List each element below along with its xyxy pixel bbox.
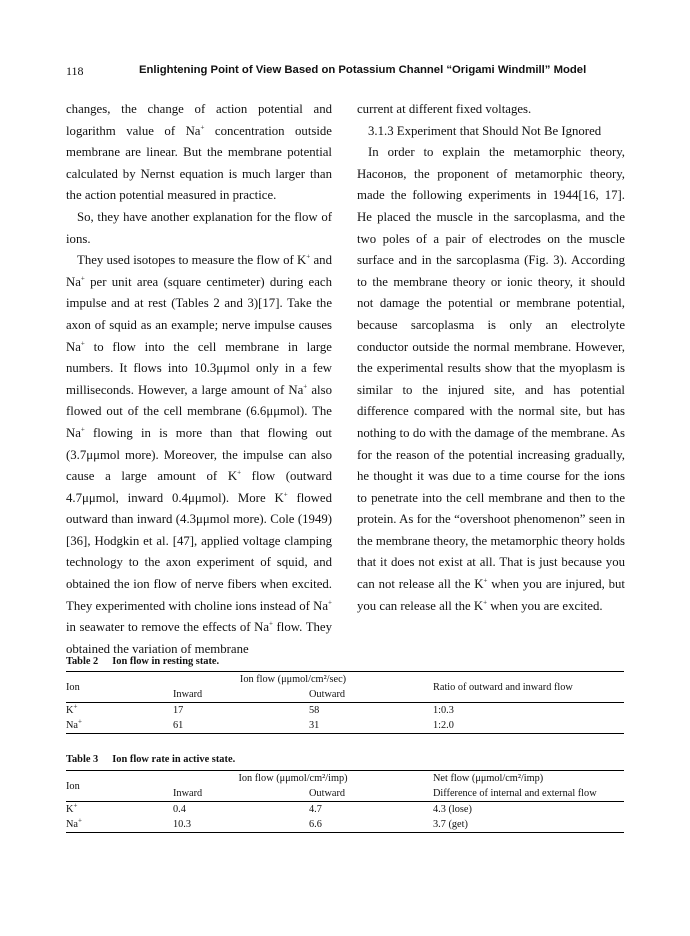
- table-cell: 4.3 (lose): [433, 802, 624, 818]
- paragraph: So, they have another explanation for the flow of ions.: [66, 209, 332, 246]
- table-cell-ion: Na+: [66, 718, 173, 734]
- table-header-difference: Difference of internal and external flow: [433, 788, 597, 799]
- page-header: [66, 64, 624, 80]
- table-3-caption: [66, 754, 235, 765]
- table-cell: 17: [173, 703, 309, 719]
- table-header-outward: Outward: [309, 689, 346, 700]
- table-header-outward: Outward: [309, 788, 346, 799]
- table-cell: 1:0.3: [433, 703, 624, 719]
- table-cell: 0.4: [173, 802, 309, 818]
- table-header-ion-flow: Ion flow (μμmol/cm²/sec): [173, 672, 433, 688]
- table-header-ion-flow: Ion flow (μμmol/cm²/imp): [173, 771, 433, 787]
- table-cell: 31: [309, 718, 433, 734]
- table-header-inward: Inward: [173, 788, 203, 799]
- table-header-ion: Ion: [66, 672, 173, 703]
- table-cell: 1:2.0: [433, 718, 624, 734]
- table-label: Table 2: [66, 656, 99, 667]
- table-cell: 3.7 (get): [433, 817, 624, 833]
- table-label: Table 3: [66, 754, 99, 765]
- table-row: [66, 718, 624, 734]
- table-cell-ion: K+: [66, 703, 173, 719]
- table-3: [66, 770, 624, 833]
- table-cell: 4.7: [309, 802, 433, 818]
- left-column: [66, 99, 332, 660]
- table-cell-ion: Na+: [66, 817, 173, 833]
- running-title: Enlightening Point of View Based on Potassium Channel “Origami Windmill” Model: [139, 64, 587, 76]
- section-heading: 3.1.3 Experiment that Should Not Be Ignored: [368, 123, 602, 138]
- right-column: [357, 99, 625, 617]
- table-2-caption: [66, 656, 219, 667]
- table-cell: 10.3: [173, 817, 309, 833]
- table-row: [66, 802, 624, 818]
- table-cell: 61: [173, 718, 309, 734]
- paragraph: In order to explain the metamorphic theory, Насонов, the proponent of metamorphic theory, made the following experiments in 1944[16, 17]. He placed the muscle in the sarcoplasma, and the two poles of a pair of electrodes on the muscle surface and in the sarcoplasma (Fig. 3). According to the membrane theory or ionic theory, it should not damage the potential or membrane potential, because sarcoplasma is only an electrolyte conductor outside the normal membrane. However, the experimental results show that the myoplasm is similar to the injured site, and has potential difference compared with the normal site, but has nothing to do with the damage of the membrane. As for the reason of the potential increasing gradually, he thought it was due to a time course for the ions to penetrate into the cell membrane and then to the protein. As for the “overshoot phenomenon” seen in the membrane theory, the metamorphic theory holds that it does not exist at all. That is just because you can not release all the K+ when you are injured, but you can release all the K+ when you are excited.: [357, 145, 625, 613]
- table-cell-ion: K+: [66, 802, 173, 818]
- table-header-inward: Inward: [173, 689, 203, 700]
- table-caption: Ion flow in resting state.: [112, 656, 220, 667]
- table-cell: 58: [309, 703, 433, 719]
- table-2: [66, 671, 624, 734]
- table-header-ion: Ion: [66, 771, 173, 802]
- table-caption: Ion flow rate in active state.: [112, 754, 236, 765]
- table-cell: 6.6: [309, 817, 433, 833]
- paragraph: changes, the change of action potential and logarithm value of Na+ concentration outside membrane are linear. But the membrane potential calculated by Nernst equation is much larger than the action potential measured in practice.: [66, 102, 332, 203]
- table-row: [66, 703, 624, 719]
- table-header-ratio: Ratio of outward and inward flow: [433, 672, 624, 703]
- paragraph: current at different fixed voltages.: [357, 102, 532, 116]
- table-row: [66, 817, 624, 833]
- page-number: 118: [66, 64, 84, 78]
- table-header-net-flow: Net flow (μμmol/cm²/imp): [433, 771, 624, 787]
- paragraph: They used isotopes to measure the flow of K+ and Na+ per unit area (square centimeter) during each impulse and at rest (Tables 2 and 3)[17]. Take the axon of squid as an example; nerve impulse causes Na+ to flow into the cell membrane in large numbers. It flows into 10.3μμmol only in a few milliseconds. However, a large amount of Na+ also flowed out of the cell membrane (6.6μμmol). The Na+ flowing in is more than that flowing out (3.7μμmol more). Moreover, the impulse can also cause a large amount of K+ flow (outward 4.7μμmol, inward 0.4μμmol). More K+ flowed outward than inward (4.3μμmol more). Cole (1949)[36], Hodgkin et al. [47], applied voltage clamping technology to the axon experiment of squid, and obtained the ion flow of nerve fibers when excited. They experimented with choline ions instead of Na+ in seawater to remove the effects of Na+ flow. They obtained the variation of membrane: [66, 252, 332, 656]
